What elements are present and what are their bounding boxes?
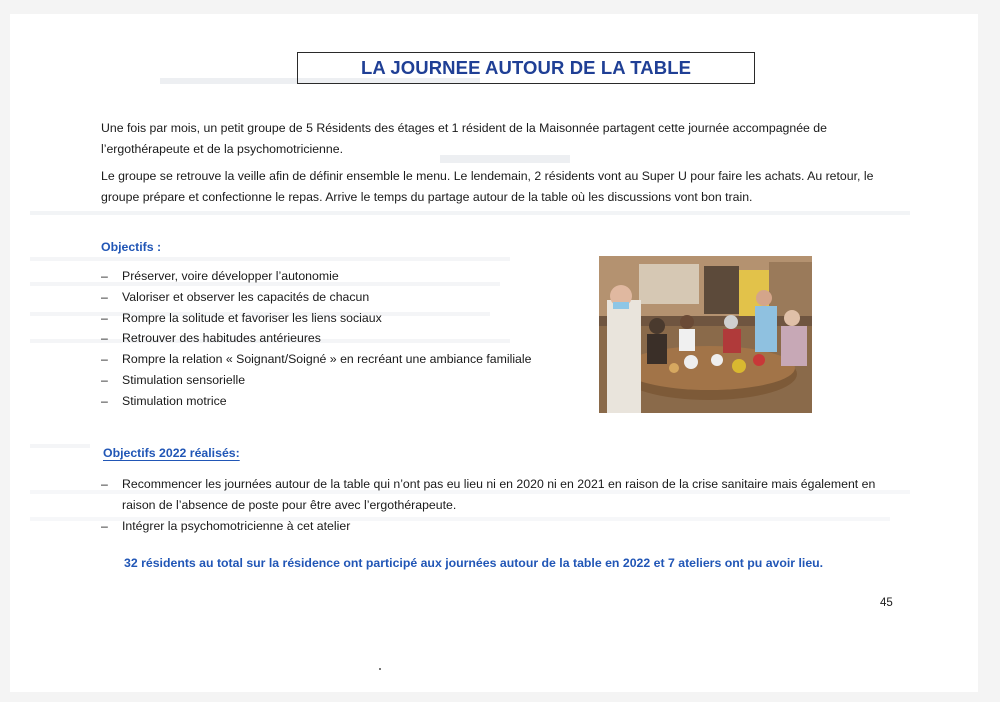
dash-bullet: – [101, 289, 108, 304]
group-meal-photo [599, 256, 812, 413]
dash-bullet: – [101, 519, 108, 533]
list-item: – Valoriser et observer les capacités de chacun [101, 287, 531, 308]
dash-bullet: – [101, 331, 108, 346]
list-item: – Préserver, voire développer l’autonomie [101, 266, 531, 287]
list-item: – Retrouver des habitudes antérieures [101, 328, 531, 349]
scan-speck [379, 668, 381, 670]
intro-paragraph-1: Une fois par mois, un petit groupe de 5 Résidents des étages et 1 résident de la Maisonnée partagent cette journée accompagnée de l’ergothérapeute et de la psychomotricienne. [101, 121, 827, 156]
dash-bullet: – [101, 352, 108, 367]
list-item: – Rompre la relation « Soignant/Soigné » en recréant une ambiance familiale [101, 349, 531, 370]
page-number: 45 [880, 597, 893, 609]
summary-statement: 32 résidents au total sur la résidence ont participé aux journées autour de la table en 2022 et 7 ateliers ont pu avoir lieu. [124, 556, 824, 570]
photo-image [599, 256, 812, 413]
achieved-list [101, 474, 891, 537]
list-item: – Rompre la solitude et favoriser les liens sociaux [101, 308, 531, 329]
list-item: – Stimulation motrice [101, 391, 531, 412]
document-page [10, 14, 978, 692]
list-item: – Intégrer la psychomotricienne à cet atelier [101, 516, 891, 537]
intro-paragraph-2: Le groupe se retrouve la veille afin de définir ensemble le menu. Le lendemain, 2 résidents vont au Super U pour faire les achats. Au retour, le groupe prépare et confectionne le repas. Arrive le temps du partage autour de la table où les discussions vont bon train. [101, 169, 874, 204]
dash-bullet: – [101, 477, 108, 491]
page-title: LA JOURNEE AUTOUR DE LA TABLE [360, 57, 692, 78]
objectives-heading: Objectifs : [101, 240, 162, 254]
list-item: – Stimulation sensorielle [101, 370, 531, 391]
list-item: – Recommencer les journées autour de la table qui n’ont pas eu lieu ni en 2020 ni en 2021 en raison de la crise sanitaire mais également en raison de l’absence de poste pour être avec l’ergothérapeute. [101, 474, 891, 516]
achieved-heading: Objectifs 2022 réalisés: [103, 446, 240, 460]
dash-bullet: – [101, 393, 108, 408]
objectives-list [101, 266, 531, 412]
dash-bullet: – [101, 310, 108, 325]
title-box [297, 52, 755, 84]
dash-bullet: – [101, 372, 108, 387]
dash-bullet: – [101, 269, 108, 283]
